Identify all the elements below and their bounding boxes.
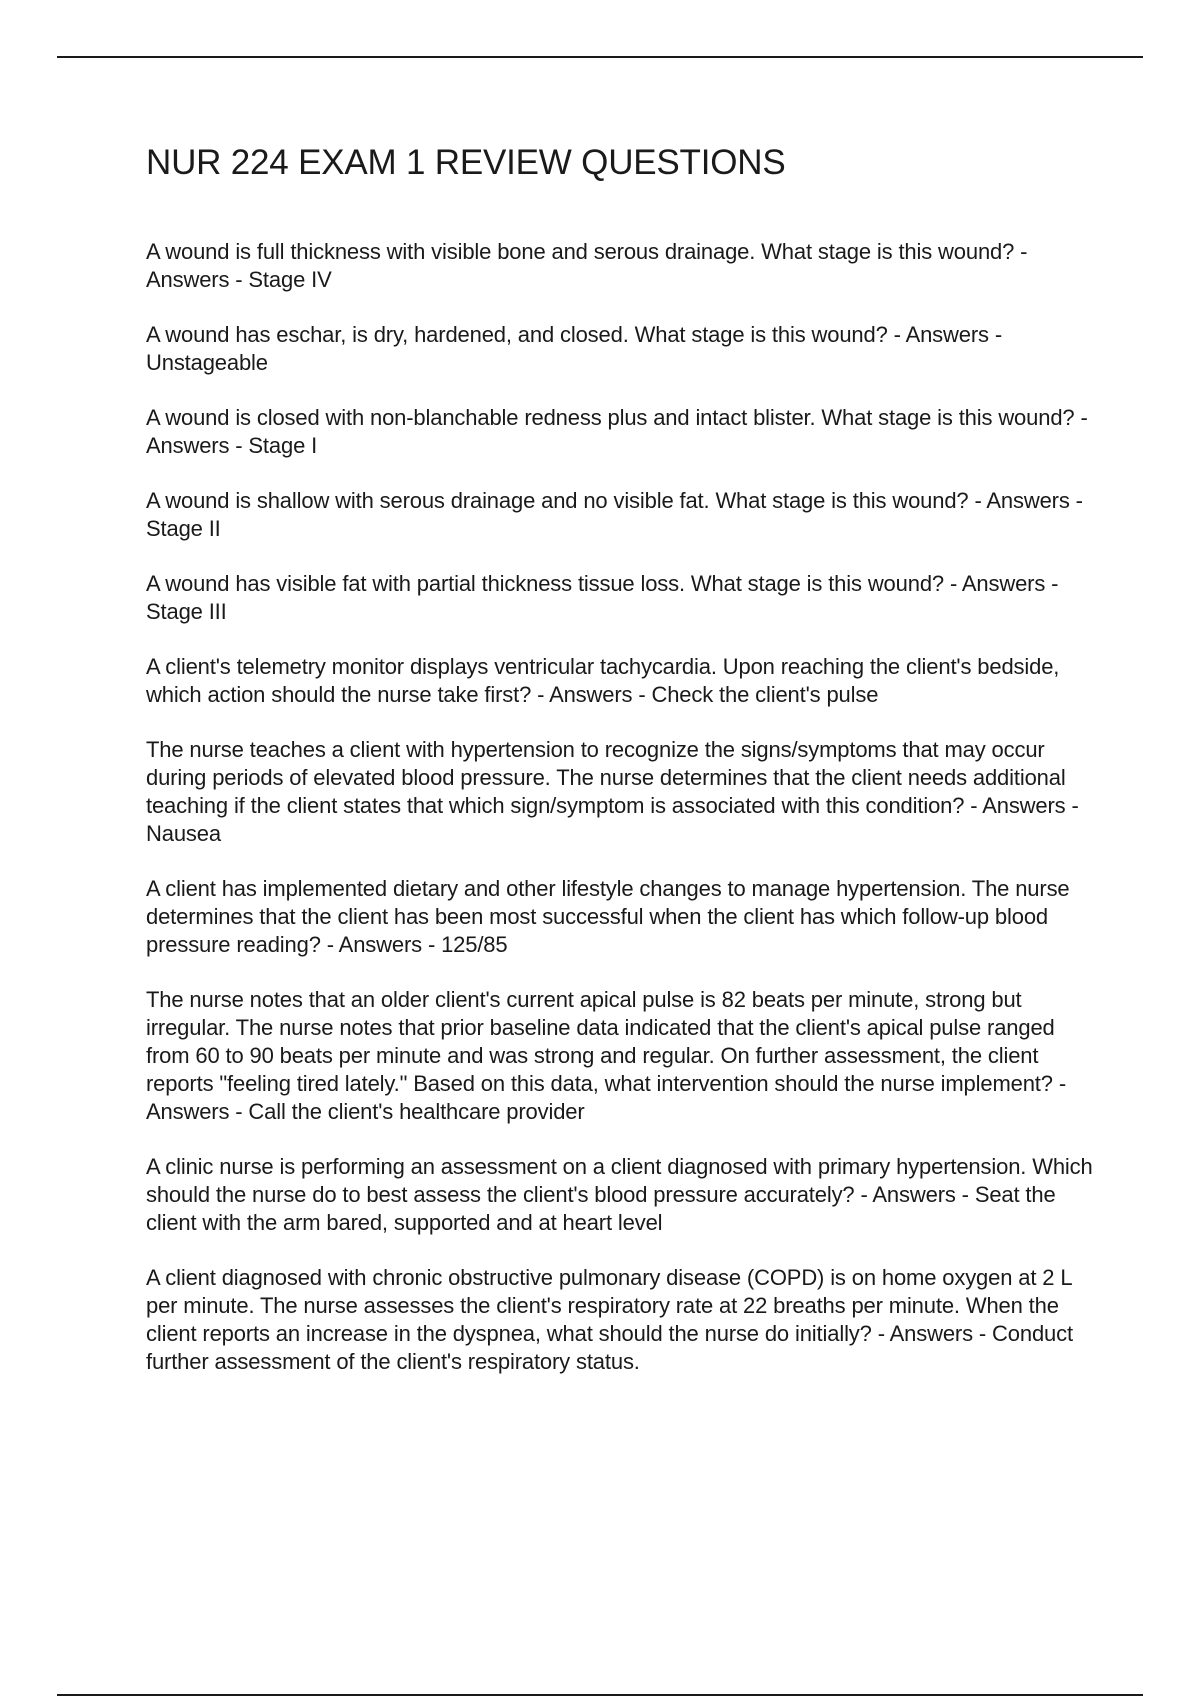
qa-item-2: A wound has eschar, is dry, hardened, and closed. What stage is this wound? - Answers - Unstageable [146,322,1003,375]
qa-item-8: A client has implemented dietary and other lifestyle changes to manage hypertension. The nurse determines that the client has been most successful when the client has which follow-up blood pressure reading? - Answers - 125/85 [146,876,1070,957]
bottom-rule [57,1694,1143,1696]
top-rule [57,56,1143,58]
qa-item-5: A wound has visible fat with partial thickness tissue loss. What stage is this wound? - Answers - Stage III [146,571,1059,624]
qa-item-7: The nurse teaches a client with hypertension to recognize the signs/symptoms that may occur during periods of elevated blood pressure. The nurse determines that the client needs additional teaching if the client states that which sign/symptom is associated with this condition? - Answers - Nausea [146,737,1079,846]
qa-item-3: A wound is closed with non-blanchable redness plus and intact blister. What stage is this wound? - Answers - Stage I [146,405,1088,458]
qa-list [146,238,1096,1376]
qa-item-11: A client diagnosed with chronic obstructive pulmonary disease (COPD) is on home oxygen at 2 L per minute. The nurse assesses the client's respiratory rate at 22 breaths per minute. When the client reports an increase in the dyspnea, what should the nurse do initially? - Answers - Conduct further assessment of the client's respiratory status. [146,1265,1073,1374]
document-body [146,140,1096,1403]
qa-item-6: A client's telemetry monitor displays ventricular tachycardia. Upon reaching the client's bedside, which action should the nurse take first? - Answers - Check the client's pulse [146,654,1060,707]
qa-item-10: A clinic nurse is performing an assessment on a client diagnosed with primary hypertension. Which should the nurse do to best assess the client's blood pressure accurately? - Answers - Seat the client with the arm bared, supported and at heart level [146,1154,1093,1235]
qa-item-4: A wound is shallow with serous drainage and no visible fat. What stage is this wound? - Answers - Stage II [146,488,1083,541]
page-title: NUR 224 EXAM 1 REVIEW QUESTIONS [146,143,786,182]
qa-item-9: The nurse notes that an older client's current apical pulse is 82 beats per minute, strong but irregular. The nurse notes that prior baseline data indicated that the client's apical pulse ranged from 60 to 90 beats per minute and was strong and regular. On further assessment, the client reports "feeling tired lately." Based on this data, what intervention should the nurse implement? - Answers - Call the client's healthcare provider [146,987,1066,1124]
qa-item-1: A wound is full thickness with visible bone and serous drainage. What stage is this wound? - Answers - Stage IV [146,239,1028,292]
